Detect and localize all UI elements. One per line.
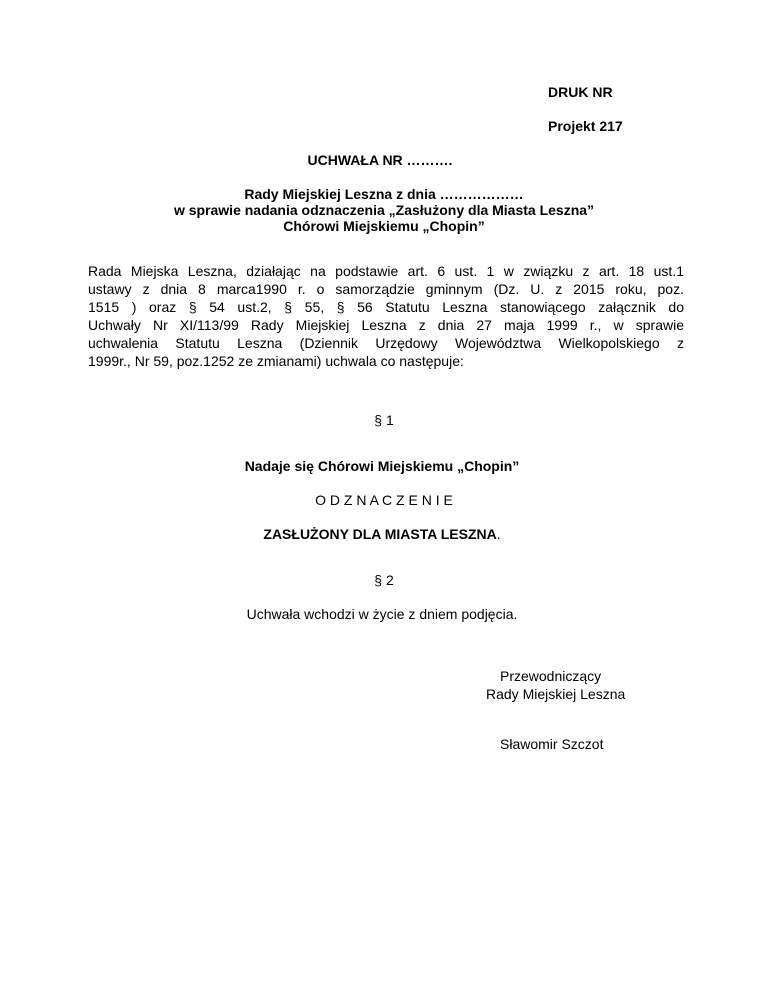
award-period: . (496, 526, 501, 542)
signature-role: Przewodniczący (500, 668, 602, 684)
resolution-number: UCHWAŁA NR ………. (307, 152, 453, 168)
signature-name: Sławomir Szczot (500, 736, 604, 752)
resolution-recipient: Chórowi Miejskiemu „Chopin” (283, 218, 485, 234)
preamble-line: Rada Miejska Leszna, działając na podstawie art. 6 ust. 1 w związku z art. 18 ust.1 (88, 263, 684, 279)
projekt-number: Projekt 217 (548, 118, 623, 134)
section-1-text: Nadaje się Chórowi Miejskiemu „Chopin” (244, 458, 520, 474)
preamble-line: ustawy z dnia 8 marca1990 r. o samorządzie gminnym (Dz. U. z 2015 roku, poz. (88, 281, 684, 297)
award-title: ZASŁUŻONY DLA MIASTA LESZNA (263, 526, 497, 542)
preamble-paragraph (88, 262, 684, 370)
odznaczenie-heading: O D Z N A C Z E N I E (315, 492, 453, 508)
section-2-mark: § 2 (374, 572, 394, 588)
preamble-line: Uchwały Nr XI/113/99 Rady Miejskiej Leszna z dnia 27 maja 1999 r., w sprawie (88, 317, 684, 333)
section-1-mark: § 1 (374, 412, 394, 428)
preamble-line: 1515 ) oraz § 54 ust.2, § 55, § 56 Statutu Leszna stanowiącego załącznik do (88, 299, 684, 315)
preamble-line: 1999r., Nr 59, poz.1252 ze zmianami) uchwala co następuje: (88, 353, 464, 369)
preamble-line: uchwalenia Statutu Leszna (Dziennik Urzędowy Województwa Wielkopolskiego z (88, 335, 684, 351)
resolution-subject: w sprawie nadania odznaczenia „Zasłużony dla Miasta Leszna” (173, 202, 595, 218)
section-2-text: Uchwała wchodzi w życie z dniem podjęcia. (246, 606, 518, 622)
award-name (0, 526, 766, 542)
resolution-council-date: Rady Miejskiej Leszna z dnia ……………… (244, 186, 524, 202)
druk-number: DRUK NR (548, 84, 613, 100)
signature-council: Rady Miejskiej Leszna (486, 686, 626, 702)
